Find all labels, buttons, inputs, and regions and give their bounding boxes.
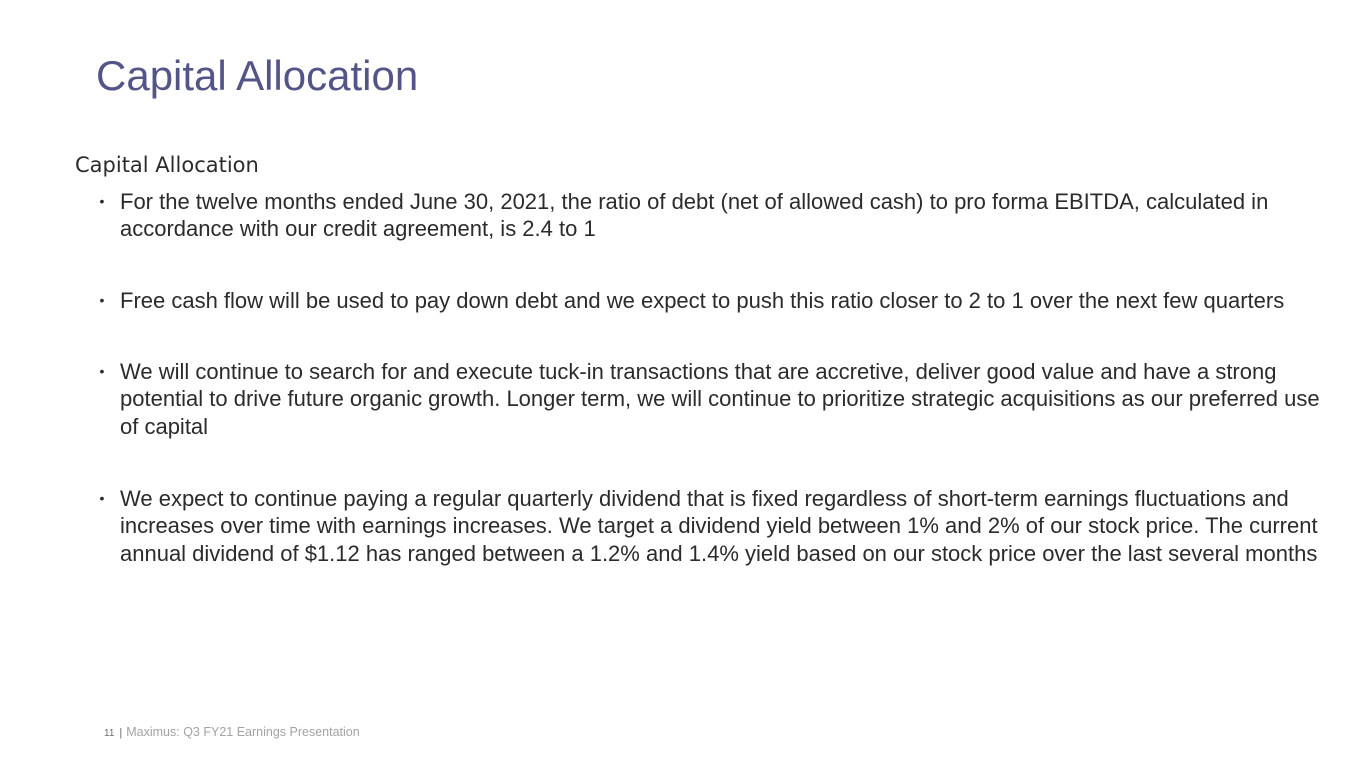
bullet-marker: • [99, 292, 105, 308]
bullet-item [96, 188, 1336, 243]
bullet-item [96, 287, 1336, 314]
section-heading: Capital Allocation [75, 153, 259, 177]
footer [104, 724, 360, 742]
footer-separator: | [119, 727, 123, 739]
bullet-text: For the twelve months ended June 30, 2021, the ratio of debt (net of allowed cash) to pro forma EBITDA, calculated in accordance with our credit agreement, is 2.4 to 1 [120, 189, 1269, 242]
bullet-marker: • [99, 193, 105, 209]
slide-title: Capital Allocation [96, 52, 419, 99]
bullet-item [96, 358, 1336, 440]
bullet-marker: • [99, 490, 105, 506]
bullet-item [96, 485, 1336, 567]
bullet-text: We expect to continue paying a regular quarterly dividend that is fixed regardless of short-term earnings fluctuations and increases over time with earnings increases. We target a dividend yield between 1% and 2% of our stock price. The current annual dividend of $1.12 has ranged between a 1.2% and 1.4% yield based on our stock price over the last several months [120, 486, 1318, 566]
bullet-text: Free cash flow will be used to pay down debt and we expect to push this ratio closer to 2 to 1 over the next few quarters [120, 288, 1285, 313]
footer-text: Maximus: Q3 FY21 Earnings Presentation [126, 725, 360, 739]
bullet-marker: • [99, 363, 105, 379]
bullet-text: We will continue to search for and execute tuck-in transactions that are accretive, deliver good value and have a strong potential to drive future organic growth. Longer term, we will continue to prioritize strategic acquisitions as our preferred use of capital [120, 359, 1320, 439]
page-number: 11 [104, 728, 115, 739]
